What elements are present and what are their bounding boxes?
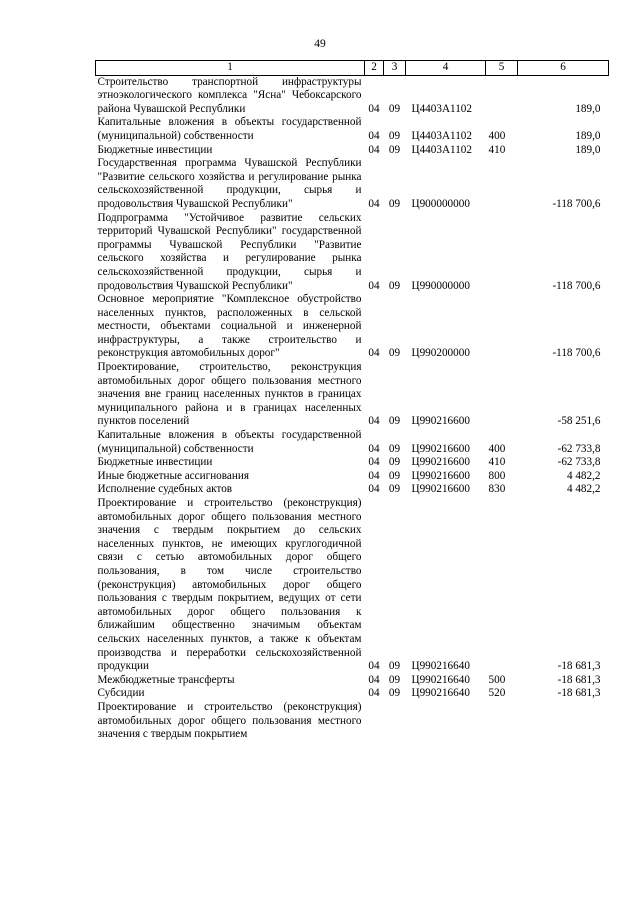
table-row	[96, 701, 609, 742]
cell-target-article: Ц4403А1102	[411, 143, 472, 156]
cell-section: 04	[368, 129, 380, 142]
table-row	[96, 687, 609, 701]
cell-section: 04	[368, 483, 380, 496]
table-row	[96, 497, 609, 674]
table-row	[96, 157, 609, 211]
cell-name: Капитальные вложения в объекты государственной (муниципальной) собственности	[97, 116, 362, 142]
cell-section: 04	[368, 143, 380, 156]
cell-expense-type	[486, 361, 518, 429]
cell-name: Капитальные вложения в объекты государственной (муниципальной) собственности	[97, 429, 362, 455]
cell-name: Подпрограмма "Устойчивое развитие сельских территорий Чувашской Республики" государственной программы Чувашской Республики "Развитие сельского хозяйства и регулирование рынка сельскохозяйственной продукции, сырья и продовольствия Чувашской Республики"	[97, 211, 362, 292]
table-header-row	[96, 61, 609, 76]
cell-expense-type	[486, 212, 518, 294]
page-number: 49	[314, 38, 326, 50]
table-row	[96, 144, 609, 158]
cell-name: Проектирование и строительство (реконструкция) автомобильных дорог общего пользования местного значения с твердым покрытием	[97, 700, 362, 741]
cell-name: Основное мероприятие "Комплексное обустройство населенных пунктов, расположенных в сельской местности, объектами социальной и инженерной инфраструктуры, а также строительство и реконструкция автомобильных дорог"	[97, 293, 362, 360]
cell-name: Исполнение судебных актов	[97, 483, 233, 496]
table-row	[96, 361, 609, 429]
table-row	[96, 456, 609, 470]
header-col-3: 3	[384, 61, 406, 76]
cell-section: 04	[368, 456, 380, 469]
table-body	[96, 75, 609, 742]
cell-name: Межбюджетные трансферты	[97, 673, 235, 686]
cell-amount: -62 733,8	[557, 456, 601, 469]
cell-subsection	[384, 701, 406, 742]
cell-section	[365, 701, 384, 742]
cell-expense-type: 830	[488, 483, 506, 496]
table-row	[96, 75, 609, 116]
header-col-5: 5	[486, 61, 518, 76]
cell-target-article: Ц990200000	[411, 347, 470, 360]
cell-subsection: 09	[388, 347, 401, 360]
cell-target-article: Ц990216640	[411, 660, 470, 673]
cell-amount: 189,0	[575, 129, 601, 142]
cell-subsection: 09	[388, 102, 401, 115]
cell-amount: -118 700,6	[552, 347, 601, 360]
cell-target-article: Ц990216640	[411, 687, 470, 700]
cell-section: 04	[368, 279, 380, 292]
cell-name: Иные бюджетные ассигнования	[97, 469, 249, 482]
cell-subsection: 09	[388, 442, 401, 455]
cell-target-article	[406, 701, 486, 742]
cell-amount: 4 482,2	[566, 469, 601, 482]
cell-name: Государственная программа Чувашской Республики "Развитие сельского хозяйства и регулирование рынка сельскохозяйственной продукции, сырья и продовольствия Чувашской Республики"	[97, 157, 362, 210]
cell-expense-type	[486, 157, 518, 211]
cell-amount: 4 482,2	[566, 483, 601, 496]
cell-name: Субсидии	[97, 687, 145, 700]
header-col-2: 2	[365, 61, 384, 76]
cell-name: Строительство транспортной инфраструктуры этноэкологического комплекса "Ясна" Чебоксарского района Чувашской Республики	[97, 75, 362, 115]
cell-expense-type	[486, 75, 518, 116]
cell-section: 04	[368, 469, 380, 482]
cell-amount: -118 700,6	[552, 197, 601, 210]
cell-target-article: Ц990216600	[411, 442, 470, 455]
cell-subsection: 09	[388, 687, 401, 700]
cell-subsection: 09	[388, 129, 401, 142]
cell-target-article: Ц4403А1102	[411, 129, 472, 142]
cell-expense-type: 410	[488, 456, 506, 469]
cell-amount: -118 700,6	[552, 279, 601, 292]
table-row	[96, 429, 609, 456]
cell-expense-type: 500	[488, 673, 506, 686]
cell-amount: 189,0	[575, 102, 601, 115]
cell-amount: -18 681,3	[557, 673, 601, 686]
cell-expense-type: 400	[488, 129, 506, 142]
cell-target-article: Ц4403А1102	[411, 102, 472, 115]
cell-section: 04	[368, 415, 380, 428]
cell-expense-type: 400	[488, 442, 506, 455]
table-row	[96, 212, 609, 294]
table-row	[96, 293, 609, 361]
cell-subsection: 09	[388, 483, 401, 496]
cell-name: Бюджетные инвестиции	[97, 456, 213, 469]
header-col-4: 4	[406, 61, 486, 76]
cell-amount	[518, 701, 609, 742]
table-row	[96, 483, 609, 497]
cell-subsection: 09	[388, 279, 401, 292]
cell-expense-type	[486, 293, 518, 361]
cell-expense-type: 800	[488, 469, 506, 482]
cell-target-article: Ц990216640	[411, 673, 470, 686]
cell-section: 04	[368, 102, 380, 115]
budget-table	[95, 60, 608, 742]
cell-amount: -18 681,3	[557, 687, 601, 700]
table-row	[96, 470, 609, 484]
cell-name: Бюджетные инвестиции	[97, 143, 213, 156]
cell-target-article: Ц990216600	[411, 483, 470, 496]
cell-expense-type	[486, 701, 518, 742]
cell-subsection: 09	[388, 673, 401, 686]
cell-name: Проектирование, строительство, реконструкция автомобильных дорог общего пользования местного значения вне границ населенных пунктов в границах муниципального района и в границах населенных пунктов поселений	[97, 361, 362, 428]
cell-target-article: Ц900000000	[411, 197, 470, 210]
cell-subsection: 09	[388, 415, 401, 428]
cell-target-article: Ц990000000	[411, 279, 470, 292]
cell-subsection: 09	[388, 197, 401, 210]
cell-amount: -58 251,6	[557, 415, 601, 428]
cell-expense-type: 410	[488, 143, 506, 156]
cell-section: 04	[368, 197, 380, 210]
cell-subsection: 09	[388, 143, 401, 156]
cell-subsection: 09	[388, 469, 401, 482]
cell-amount: -18 681,3	[557, 660, 601, 673]
cell-section: 04	[368, 347, 380, 360]
cell-target-article: Ц990216600	[411, 415, 470, 428]
table-row	[96, 116, 609, 143]
cell-amount: 189,0	[575, 143, 601, 156]
cell-expense-type: 520	[488, 687, 506, 700]
cell-expense-type	[486, 497, 518, 674]
cell-section: 04	[368, 442, 380, 455]
cell-subsection: 09	[388, 660, 401, 673]
cell-target-article: Ц990216600	[411, 456, 470, 469]
cell-section: 04	[368, 687, 380, 700]
cell-amount: -62 733,8	[557, 442, 601, 455]
cell-target-article: Ц990216600	[411, 469, 470, 482]
table-row	[96, 674, 609, 688]
header-col-1: 1	[96, 61, 365, 76]
header-col-6: 6	[518, 61, 609, 76]
cell-section: 04	[368, 660, 380, 673]
cell-subsection: 09	[388, 456, 401, 469]
cell-section: 04	[368, 673, 380, 686]
cell-name: Проектирование и строительство (реконструкция) автомобильных дорог общего пользования местного значения с твердым покрытием до сельских населенных пунктов, не имеющих круглогодичной связи с сетью автомобильных дорог общего пользования, в том числе строительство (реконструкция) автомобильных дорог общего пользования с твердым покрытием, ведущих от сети автомобильных дорог общего пользования к ближайшим общественно значимым объектам сельских населенных пунктов, а также к объектам производства и переработки сельскохозяйственной продукции	[97, 497, 362, 673]
